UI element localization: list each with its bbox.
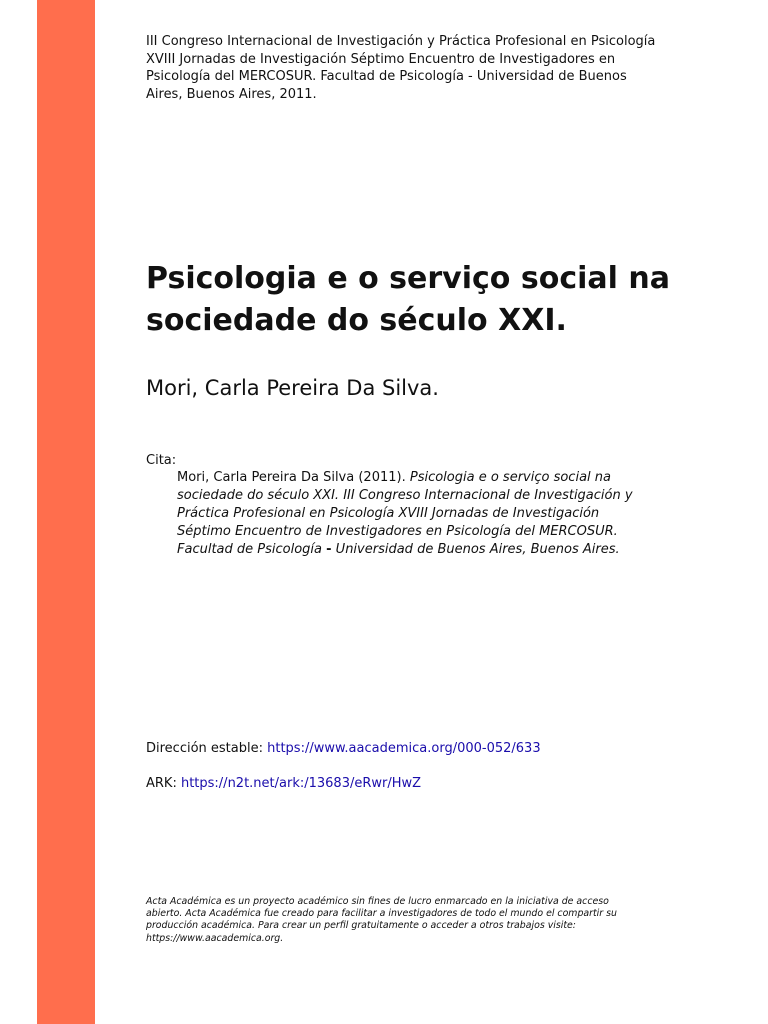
citation-work-line-1: Psicologia e o serviço social na: [409, 470, 611, 485]
conference-info: [146, 33, 706, 103]
conference-line-3: Psicología del MERCOSUR. Facultad de Psicología - Universidad de Buenos: [146, 69, 627, 84]
footer-note: [146, 896, 686, 945]
citation-work-line-2: sociedade do século XXI. III Congreso Internacional de Investigación y: [177, 488, 633, 503]
ark-link[interactable]: https://n2t.net/ark:/13683/eRwr/HwZ: [180, 776, 422, 791]
stable-address: [146, 740, 541, 758]
title-line-2: sociedade do século XXI.: [146, 303, 567, 338]
conference-header: [146, 33, 706, 103]
conference-line-4: Aires, Buenos Aires, 2011.: [146, 86, 317, 102]
conference-line-1: III Congreso Internacional de Investigación y Práctica Profesional en Psicología: [146, 34, 656, 49]
citation-work-line-5b: Universidad de Buenos Aires, Buenos Aires.: [331, 542, 620, 557]
footer-line-4: https://www.aacademica.org.: [146, 932, 284, 944]
ark-identifier: [146, 775, 421, 793]
footer-line-3: producción académica. Para crear un perfil gratuitamente o acceder a otros trabajos visite:: [146, 920, 576, 932]
footer-line-2: abierto. Acta Académica fue creado para facilitar a investigadores de todo el mundo el compartir su: [146, 908, 617, 920]
citation-separator: -: [326, 542, 332, 557]
stable-address-link[interactable]: https://www.aacademica.org/000-052/633: [267, 741, 541, 756]
citation-text: [177, 469, 697, 559]
citation-work-line-4: Séptimo Encuentro de Investigadores en Psicología del MERCOSUR.: [177, 524, 618, 539]
ark-label: ARK:: [146, 776, 181, 791]
citation-work-line-5a: Facultad de Psicología: [177, 542, 327, 557]
document-title: [146, 258, 736, 342]
citation-authors-year: Mori, Carla Pereira Da Silva (2011).: [177, 470, 410, 485]
stable-address-label: Dirección estable:: [146, 741, 268, 756]
citation-work-line-3: Práctica Profesional en Psicología XVIII Jornadas de Investigación: [177, 506, 600, 521]
footer-line-1: Acta Académica es un proyecto académico sin fines de lucro enmarcado en la iniciativa de acceso: [146, 896, 609, 907]
citation-label: Cita:: [146, 453, 177, 468]
author-name: Mori, Carla Pereira Da Silva.: [146, 376, 439, 400]
title-line-1: Psicologia e o serviço social na: [146, 261, 670, 296]
side-color-bar: [37, 0, 95, 1024]
conference-line-2: XVIII Jornadas de Investigación Séptimo Encuentro de Investigadores en: [146, 51, 616, 67]
